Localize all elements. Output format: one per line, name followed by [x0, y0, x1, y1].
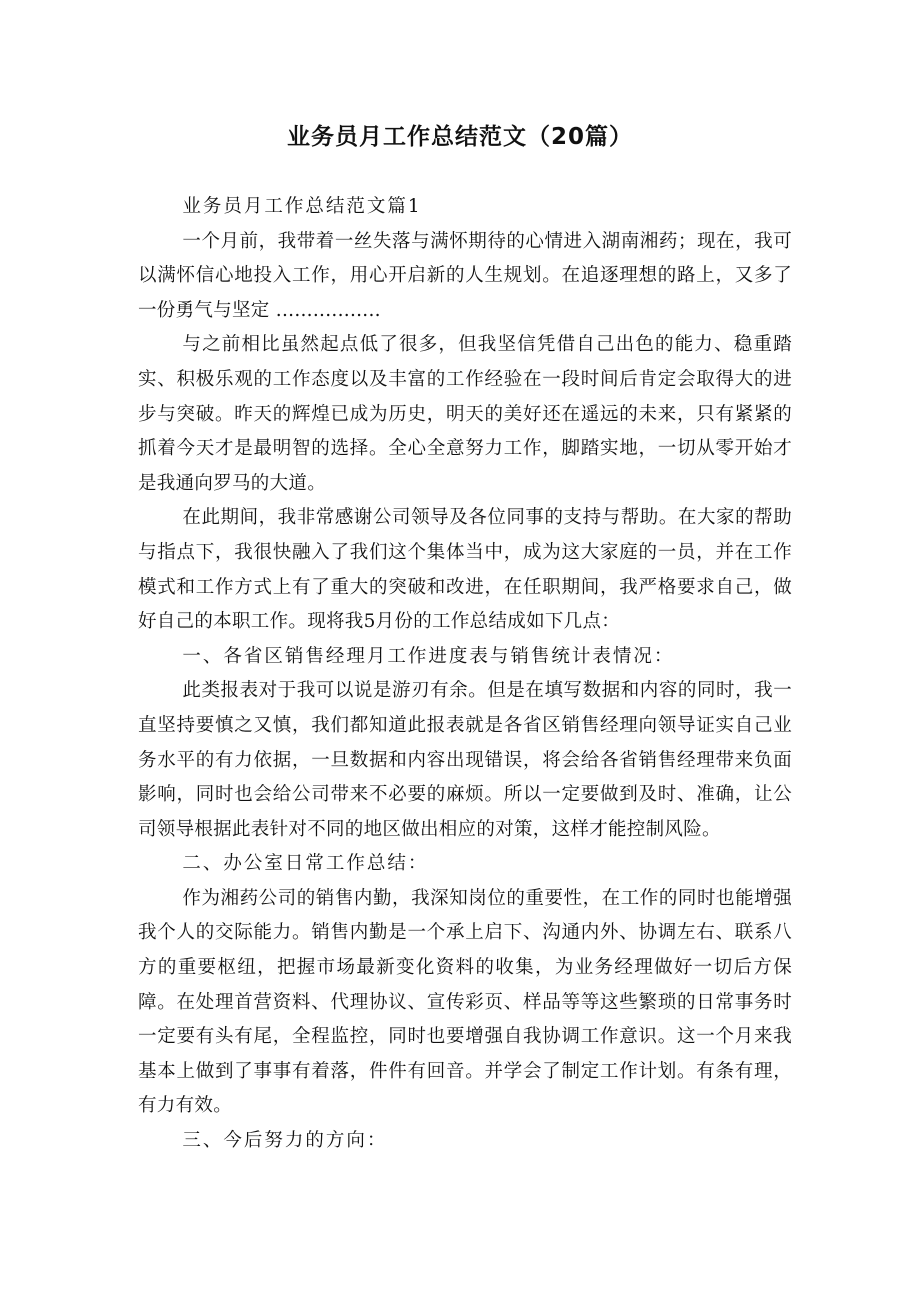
document-title: 业务员月工作总结范文（20篇）	[286, 124, 633, 150]
section-heading: 三、今后努力的方向：	[182, 1130, 388, 1152]
paragraph: 一个月前，我带着一丝失落与满怀期待的心情进入湖南湘药；现在，我可以满怀信心地投入工作，用心开启新的人生规划。在追逐理想的路上，又多了一份勇气与坚定 .................	[138, 230, 792, 321]
paragraph: 此类报表对于我可以说是游刃有余。但是在填写数据和内容的同时，我一直坚持要慎之又慎，我们都知道此报表就是各省区销售经理向领导证实自己业务水平的有力依据，一旦数据和内容出现错误，将会给各省销售经理带来负面影响，同时也会给公司带来不必要的麻烦。所以一定要做到及时、准确，让公司领导根据此表针对不同的地区做出相应的对策，这样才能控制风险。	[138, 680, 792, 840]
document-body	[138, 190, 792, 1159]
section-heading: 一、各省区销售经理月工作进度表与销售统计表情况：	[182, 645, 675, 667]
paragraph: 与之前相比虽然起点低了很多，但我坚信凭借自己出色的能力、稳重踏实、积极乐观的工作态度以及丰富的工作经验在一段时间后肯定会取得大的进步与突破。昨天的辉煌已成为历史，明天的美好还在遥远的未来，只有紧紧的抓着今天才是最明智的选择。全心全意努力工作，脚踏实地，一切从零开始才是我通向罗马的大道。	[138, 334, 792, 494]
paragraph: 在此期间，我非常感谢公司领导及各位同事的支持与帮助。在大家的帮助与指点下，我很快融入了我们这个集体当中，成为这大家庭的一员，并在工作模式和工作方式上有了重大的突破和改进，在任职期间，我严格要求自己，做好自己的本职工作。现将我5月份的工作总结成如下几点：	[138, 507, 792, 633]
section-heading: 业务员月工作总结范文篇1	[182, 196, 422, 217]
paragraph: 作为湘药公司的销售内勤，我深知岗位的重要性，在工作的同时也能增强我个人的交际能力。销售内勤是一个承上启下、沟通内外、协调左右、联系八方的重要枢纽，把握市场最新变化资料的收集，为业务经理做好一切后方保障。在处理首营资料、代理协议、宣传彩页、样品等等这些繁琐的日常事务时一定要有头有尾，全程监控，同时也要增强自我协调工作意识。这一个月来我基本上做到了事事有着落，件件有回音。并学会了制定工作计划。有条有理，有力有效。	[138, 887, 792, 1117]
section-heading: 二、办公室日常工作总结：	[182, 853, 429, 875]
